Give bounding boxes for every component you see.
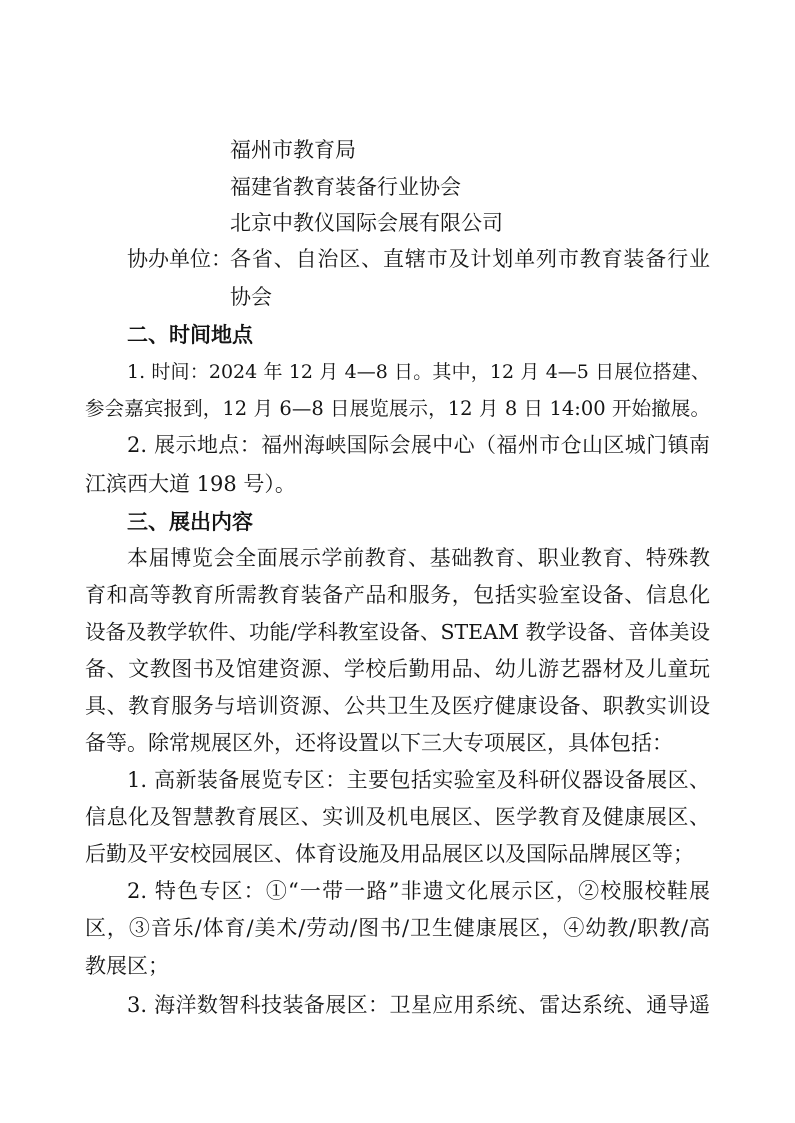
paragraph-line: 信息化及智慧教育展区、实训及机电展区、医学教育及健康展区、 — [85, 805, 710, 829]
paragraph-line: 设备及教学软件、功能/学科教室设备、STEAM 教学设备、音体美设 — [85, 620, 710, 644]
paragraph-line: 2. 展示地点：福州海峡国际会展中心（福州市仓山区城门镇南 — [127, 433, 710, 457]
co-organizer-line: 各省、自治区、直辖市及计划单列市教育装备行业 — [230, 247, 710, 271]
paragraph-line: 3. 海洋数智科技装备展区：卫星应用系统、雷达系统、通导遥 — [127, 993, 710, 1017]
paragraph-line: 后勤及平安校园展区、体育设施及用品展区以及国际品牌展区等； — [85, 842, 694, 866]
section-heading-content: 三、展出内容 — [127, 510, 253, 534]
paragraph-line: 1. 时间：2024 年 12 月 4—8 日。其中，12 月 4—5 日展位搭建、 — [127, 361, 710, 383]
paragraph-line: 备等。除常规展区外，还将设置以下三大专项展区，具体包括： — [85, 731, 673, 755]
paragraph-line: 江滨西大道 198 号）。 — [85, 472, 296, 496]
paragraph-line: 具、教育服务与培训资源、公共卫生及医疗健康设备、职教实训设 — [85, 694, 710, 718]
paragraph-line: 区，③音乐/体育/美术/劳动/图书/卫生健康展区，④幼教/职教/高 — [85, 916, 710, 940]
organizer-line: 福州市教育局 — [230, 138, 356, 162]
organizer-line: 北京中教仪国际会展有限公司 — [230, 211, 503, 235]
section-heading-time-place: 二、时间地点 — [127, 323, 253, 347]
paragraph-line: 2. 特色专区：①“一带一路”非遗文化展示区，②校服校鞋展 — [127, 879, 710, 903]
paragraph-line: 教展区； — [85, 954, 169, 978]
paragraph-line: 育和高等教育所需教育装备产品和服务，包括实验室设备、信息化 — [85, 583, 710, 607]
co-organizer-line: 协会 — [230, 285, 272, 309]
co-organizer-label: 协办单位： — [127, 247, 232, 271]
organizer-line: 福建省教育装备行业协会 — [230, 175, 461, 199]
paragraph-line: 备、文教图书及馆建资源、学校后勤用品、幼儿游艺器材及儿童玩 — [85, 657, 710, 681]
paragraph-line: 参会嘉宾报到，12 月 6—8 日展览展示，12 月 8 日 14:00 开始撤展。 — [85, 397, 710, 420]
paragraph-line: 本届博览会全面展示学前教育、基础教育、职业教育、特殊教 — [127, 546, 710, 570]
paragraph-line: 1. 高新装备展览专区：主要包括实验室及科研仪器设备展区、 — [127, 768, 710, 792]
